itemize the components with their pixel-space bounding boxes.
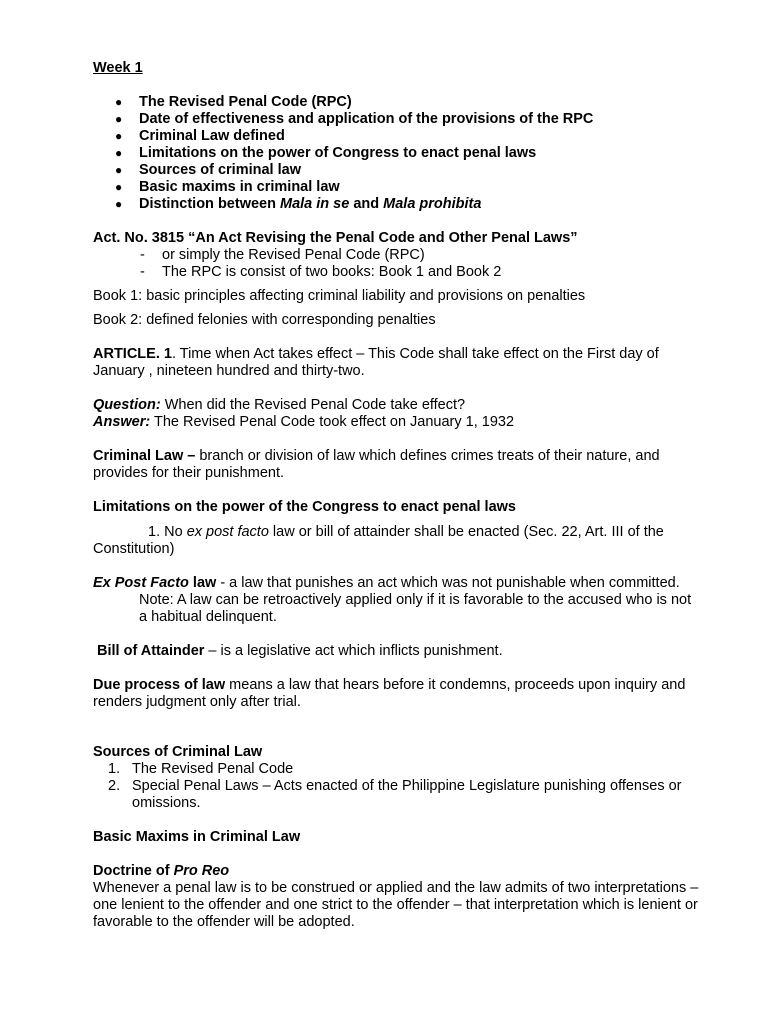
- act-points: [93, 247, 703, 281]
- limitations-item: 1. No ex post facto law or bill of attainder shall be enacted (Sec. 22, Art. III of the Constitution): [93, 524, 664, 557]
- act-title: Act. No. 3815 “An Act Revising the Penal Code and Other Penal Laws”: [93, 230, 578, 246]
- maxims-heading: Basic Maxims in Criminal Law: [93, 829, 301, 845]
- ex-post-facto-definition: Ex Post Facto law - a law that punishes an act which was not punishable when committed.: [93, 575, 680, 591]
- list-item: - or simply the Revised Penal Code (RPC): [93, 247, 703, 264]
- week-heading: Week 1: [93, 60, 143, 76]
- list-item: ● Date of effectiveness and application of the provisions of the RPC: [93, 111, 703, 128]
- document-body: [93, 60, 703, 931]
- list-item: ● Limitations on the power of Congress to enact penal laws: [93, 145, 703, 162]
- list-item: ● The Revised Penal Code (RPC): [93, 94, 703, 111]
- question-line: Question: When did the Revised Penal Code take effect?: [93, 397, 466, 413]
- criminal-law-definition: Criminal Law – branch or division of law which defines crimes treats of their nature, and provides for their punishment.: [93, 448, 660, 481]
- list-item: ● Sources of criminal law: [93, 162, 703, 179]
- list-item: ● Basic maxims in criminal law: [93, 179, 703, 196]
- sources-list: [93, 761, 703, 812]
- article1-paragraph: ARTICLE. 1. Time when Act takes effect – This Code shall take effect on the First day of January , nineteen hundred and thirty-two.: [93, 346, 659, 379]
- limitations-heading: Limitations on the power of the Congress to enact penal laws: [93, 499, 516, 515]
- list-item: 1. The Revised Penal Code: [108, 761, 294, 777]
- list-item: 2. Special Penal Laws – Acts enacted of the Philippine Legislature punishing offenses or omissions.: [108, 778, 682, 811]
- list-item: ● Distinction between Mala in se and Mala prohibita: [93, 196, 703, 213]
- due-process-definition: Due process of law means a law that hears before it condemns, proceeds upon inquiry and renders judgment only after trial.: [93, 677, 686, 710]
- list-item: - The RPC is consist of two books: Book 1 and Book 2: [93, 264, 703, 281]
- book2-text: Book 2: defined felonies with corresponding penalties: [93, 312, 436, 328]
- topics-list: [93, 94, 703, 213]
- pro-reo-text: Whenever a penal law is to be construed or applied and the law admits of two interpretations – one lenient to the offender and one strict to the offender – that interpretation which is lenient or favorable to the offender will be adopted.: [93, 880, 699, 930]
- list-item: ● Criminal Law defined: [93, 128, 703, 145]
- book1-text: Book 1: basic principles affecting criminal liability and provisions on penalties: [93, 288, 586, 304]
- answer-line: Answer: The Revised Penal Code took effect on January 1, 1932: [93, 414, 515, 430]
- bill-of-attainder-definition: Bill of Attainder – is a legislative act which inflicts punishment.: [97, 643, 503, 659]
- sources-heading: Sources of Criminal Law: [93, 744, 263, 760]
- ex-post-facto-note: Note: A law can be retroactively applied only if it is favorable to the accused who is not a habitual delinquent.: [139, 592, 692, 625]
- pro-reo-heading: Doctrine of Pro Reo: [93, 863, 230, 879]
